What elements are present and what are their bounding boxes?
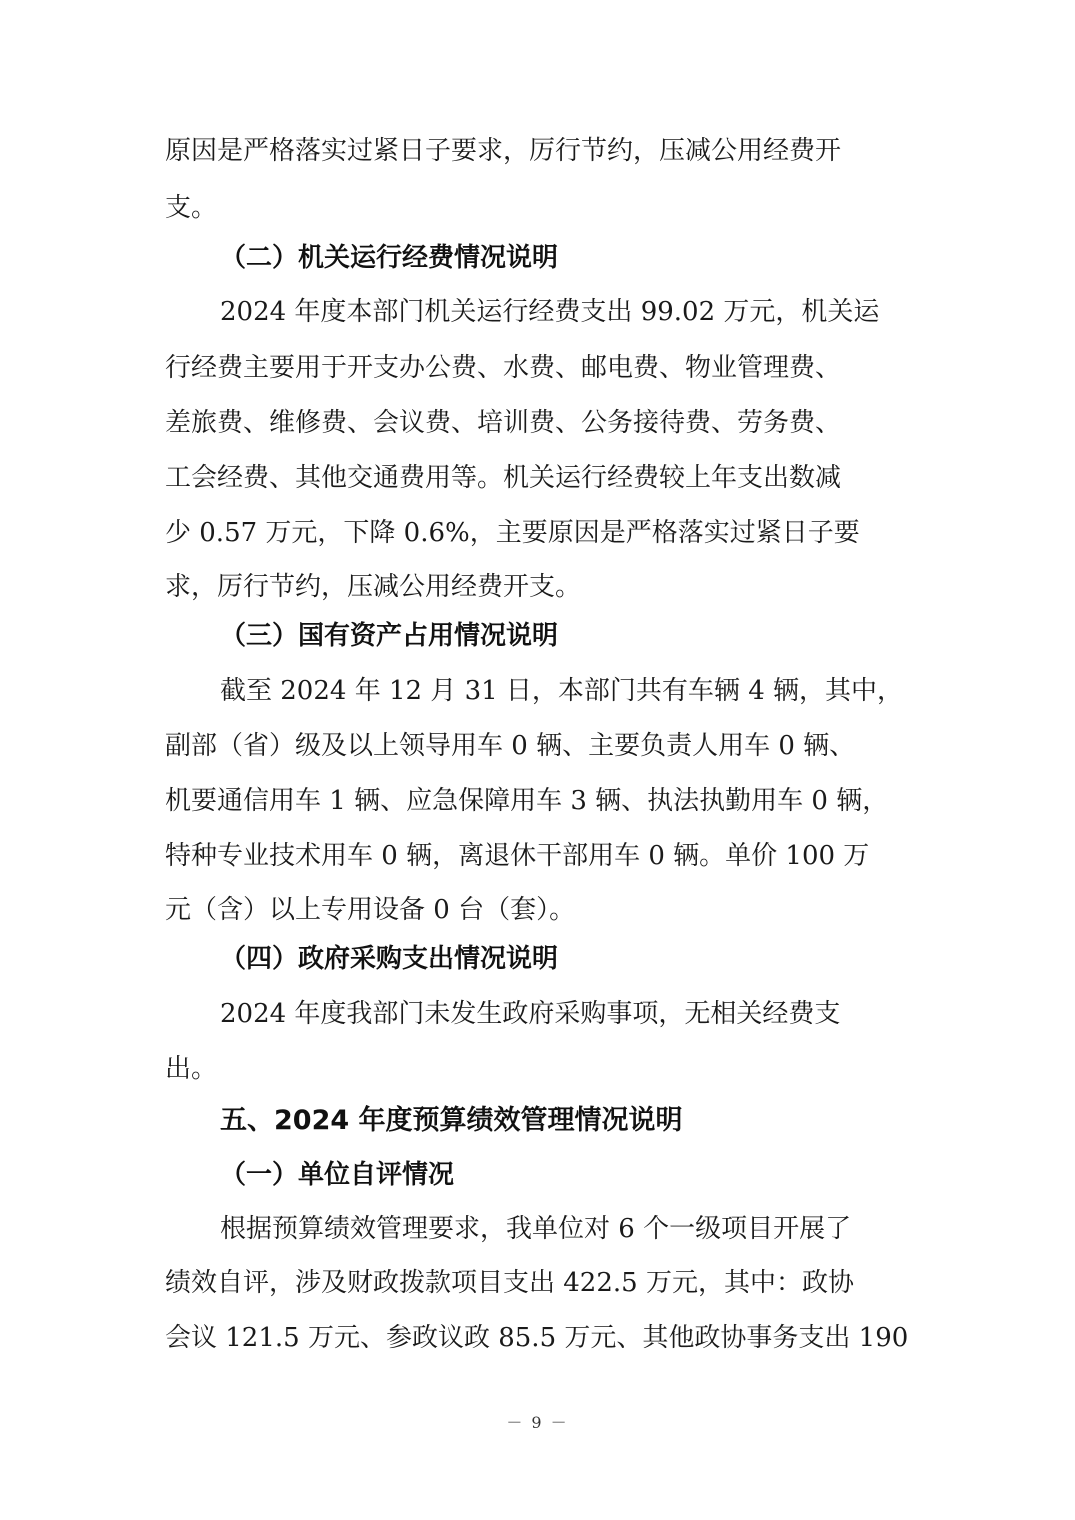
body-text-line: 求，厉行节约，压减公用经费开支。 — [165, 572, 582, 602]
body-text-line: 特种专业技术用车 0 辆，离退休干部用车 0 辆。单价 100 万 — [165, 841, 870, 871]
section-heading-5-1: （一）单位自评情况 — [220, 1160, 455, 1190]
body-text-line: 支。 — [165, 193, 218, 223]
body-text-line: 2024 年度本部门机关运行经费支出 99.02 万元，机关运 — [220, 297, 880, 327]
page-number: － 9 － — [506, 1413, 569, 1432]
body-text-line: 2024 年度我部门未发生政府采购事项，无相关经费支 — [220, 999, 841, 1029]
body-text-line: 绩效自评，涉及财政拨款项目支出 422.5 万元，其中：政协 — [165, 1268, 854, 1298]
body-text-line: 截至 2024 年 12 月 31 日，本部门共有车辆 4 辆，其中， — [220, 676, 903, 706]
chapter-heading-5: 五、2024 年度预算绩效管理情况说明 — [220, 1105, 683, 1136]
body-text-line: 行经费主要用于开支办公费、水费、邮电费、物业管理费、 — [165, 353, 842, 383]
body-text-line: 副部（省）级及以上领导用车 0 辆、主要负责人用车 0 辆、 — [165, 731, 856, 761]
section-heading-3: （三）国有资产占用情况说明 — [220, 621, 559, 651]
body-text-line: 少 0.57 万元，下降 0.6%，主要原因是严格落实过紧日子要 — [165, 518, 860, 548]
section-heading-2: （二）机关运行经费情况说明 — [220, 243, 559, 273]
body-text-line: 机要通信用车 1 辆、应急保障用车 3 辆、执法执勤用车 0 辆， — [165, 786, 889, 816]
section-heading-4: （四）政府采购支出情况说明 — [220, 944, 559, 974]
body-text-line: 原因是严格落实过紧日子要求，厉行节约，压减公用经费开 — [165, 136, 842, 166]
body-text-line: 根据预算绩效管理要求，我单位对 6 个一级项目开展了 — [220, 1214, 852, 1244]
body-text-line: 出。 — [165, 1054, 218, 1084]
body-text-line: 会议 121.5 万元、参政议政 85.5 万元、其他政协事务支出 190 — [165, 1323, 909, 1353]
body-text-line: 元（含）以上专用设备 0 台（套）。 — [165, 895, 576, 925]
body-text-line: 差旅费、维修费、会议费、培训费、公务接待费、劳务费、 — [165, 408, 842, 438]
body-text-line: 工会经费、其他交通费用等。机关运行经费较上年支出数减 — [165, 463, 842, 493]
